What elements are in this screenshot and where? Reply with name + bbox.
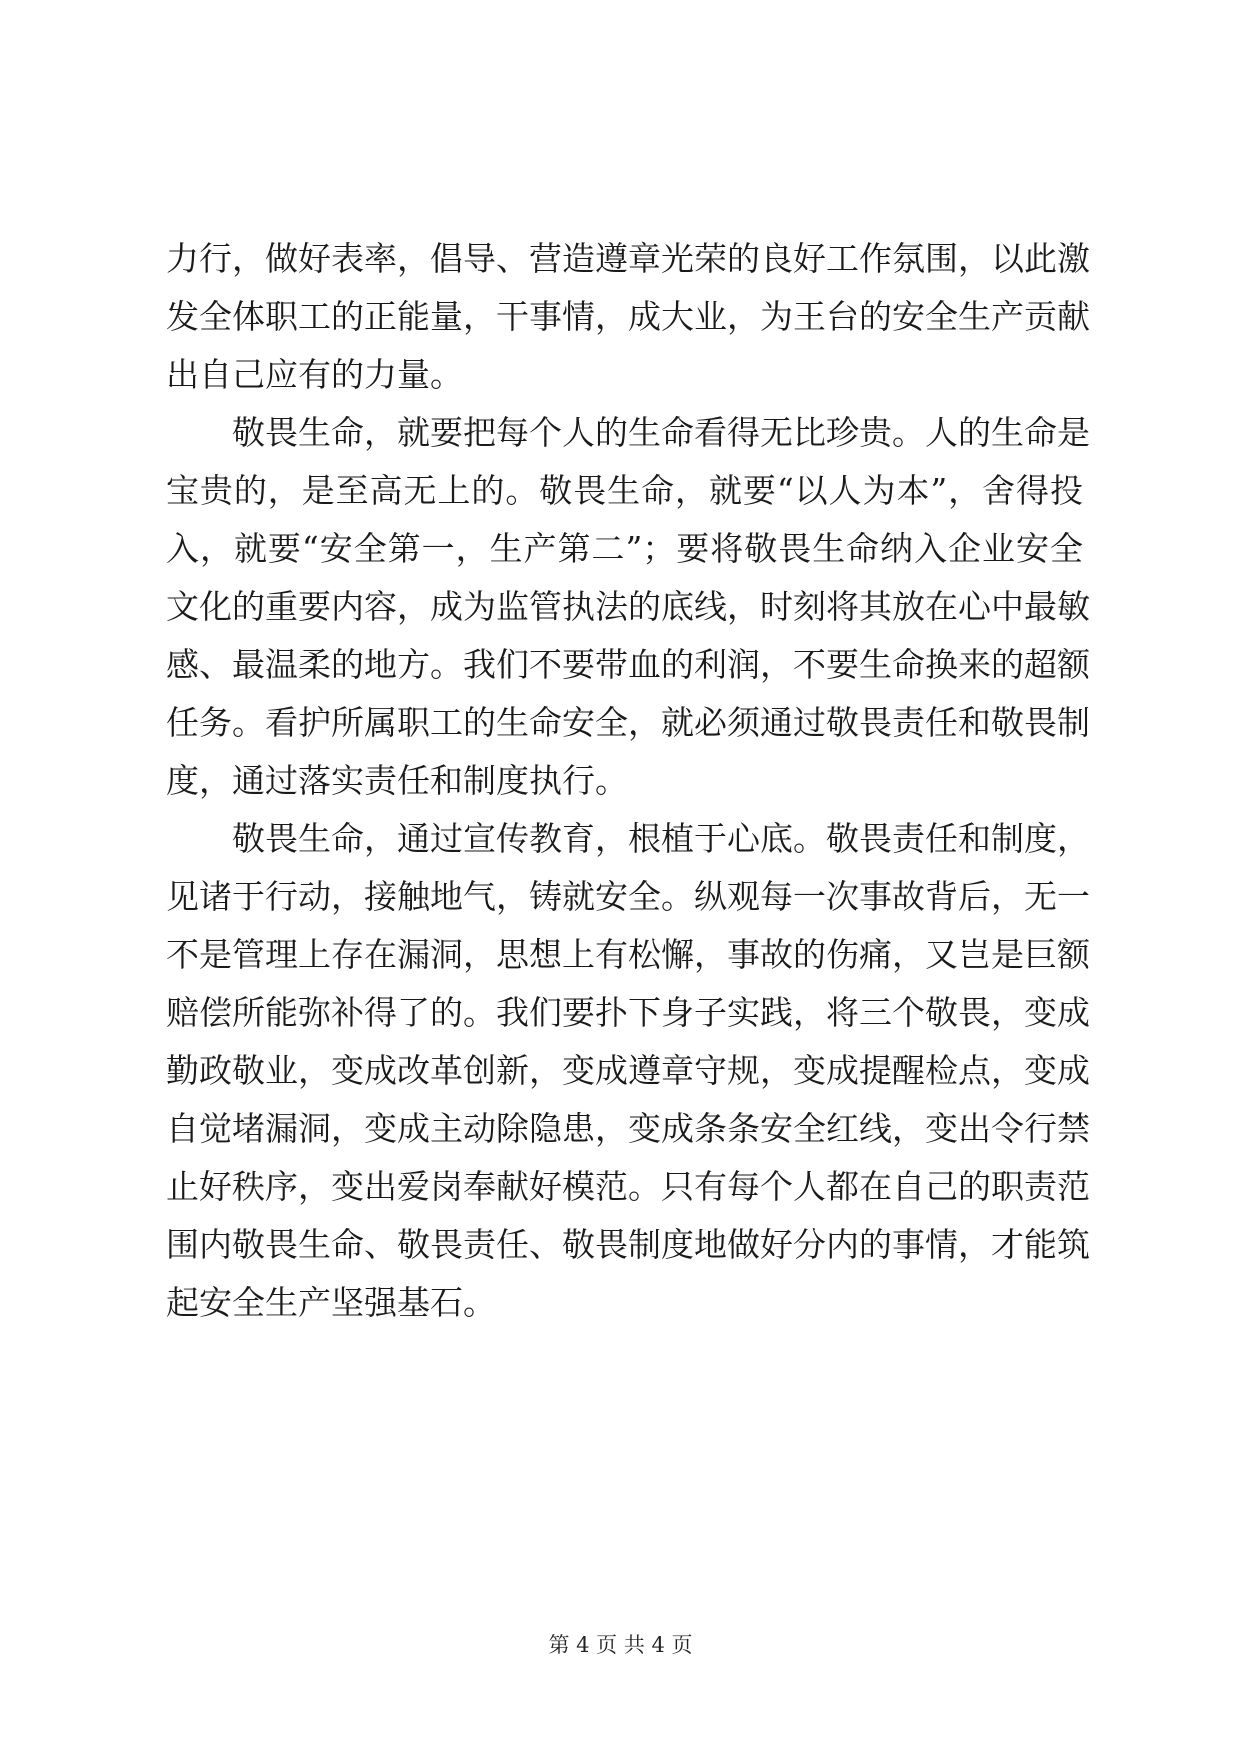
text-line: 自觉堵漏洞，变成主动除隐患，变成条条安全红线，变出令行禁 [166, 1109, 1090, 1148]
text-line: 赔偿所能弥补得了的。我们要扑下身子实践，将三个敬畏，变成 [166, 993, 1090, 1032]
text-line: 宝贵的，是至高无上的。敬畏生命，就要“以人为本”，舍得投 [166, 471, 1083, 510]
text-line: 度，通过落实责任和制度执行。 [166, 761, 628, 800]
text-line: 任务。看护所属职工的生命安全，就必须通过敬畏责任和敬畏制 [166, 703, 1090, 742]
text-line: 见诸于行动，接触地气，铸就安全。纵观每一次事故背后，无一 [166, 877, 1090, 916]
text-line: 止好秩序，变出爱岗奉献好模范。只有每个人都在自己的职责范 [166, 1167, 1090, 1206]
text-line: 发全体职工的正能量，干事情，成大业，为王台的安全生产贡献 [166, 297, 1090, 336]
text-line: 起安全生产坚强基石。 [166, 1283, 496, 1322]
text-line: 不是管理上存在漏洞，思想上有松懈，事故的伤痛，又岂是巨额 [166, 935, 1090, 974]
text-line: 感、最温柔的地方。我们不要带血的利润，不要生命换来的超额 [166, 645, 1090, 684]
page-number-footer: 第 4 页 共 4 页 [548, 1633, 693, 1657]
text-line: 出自己应有的力量。 [166, 355, 463, 394]
text-line: 入，就要“安全第一，生产第二”；要将敬畏生命纳入企业安全 [166, 529, 1083, 568]
paragraph-first-line: 敬畏生命，就要把每个人的生命看得无比珍贵。人的生命是 [232, 413, 1090, 452]
text-line: 围内敬畏生命、敬畏责任、敬畏制度地做好分内的事情，才能筑 [166, 1225, 1090, 1264]
document-body [166, 230, 1090, 1332]
text-line: 力行，做好表率，倡导、营造遵章光荣的良好工作氛围，以此激 [166, 239, 1090, 278]
text-line: 文化的重要内容，成为监管执法的底线，时刻将其放在心中最敏 [166, 587, 1090, 626]
text-line: 勤政敬业，变成改革创新，变成遵章守规，变成提醒检点，变成 [166, 1051, 1090, 1090]
paragraph-first-line: 敬畏生命，通过宣传教育，根植于心底。敬畏责任和制度， [232, 819, 1090, 858]
